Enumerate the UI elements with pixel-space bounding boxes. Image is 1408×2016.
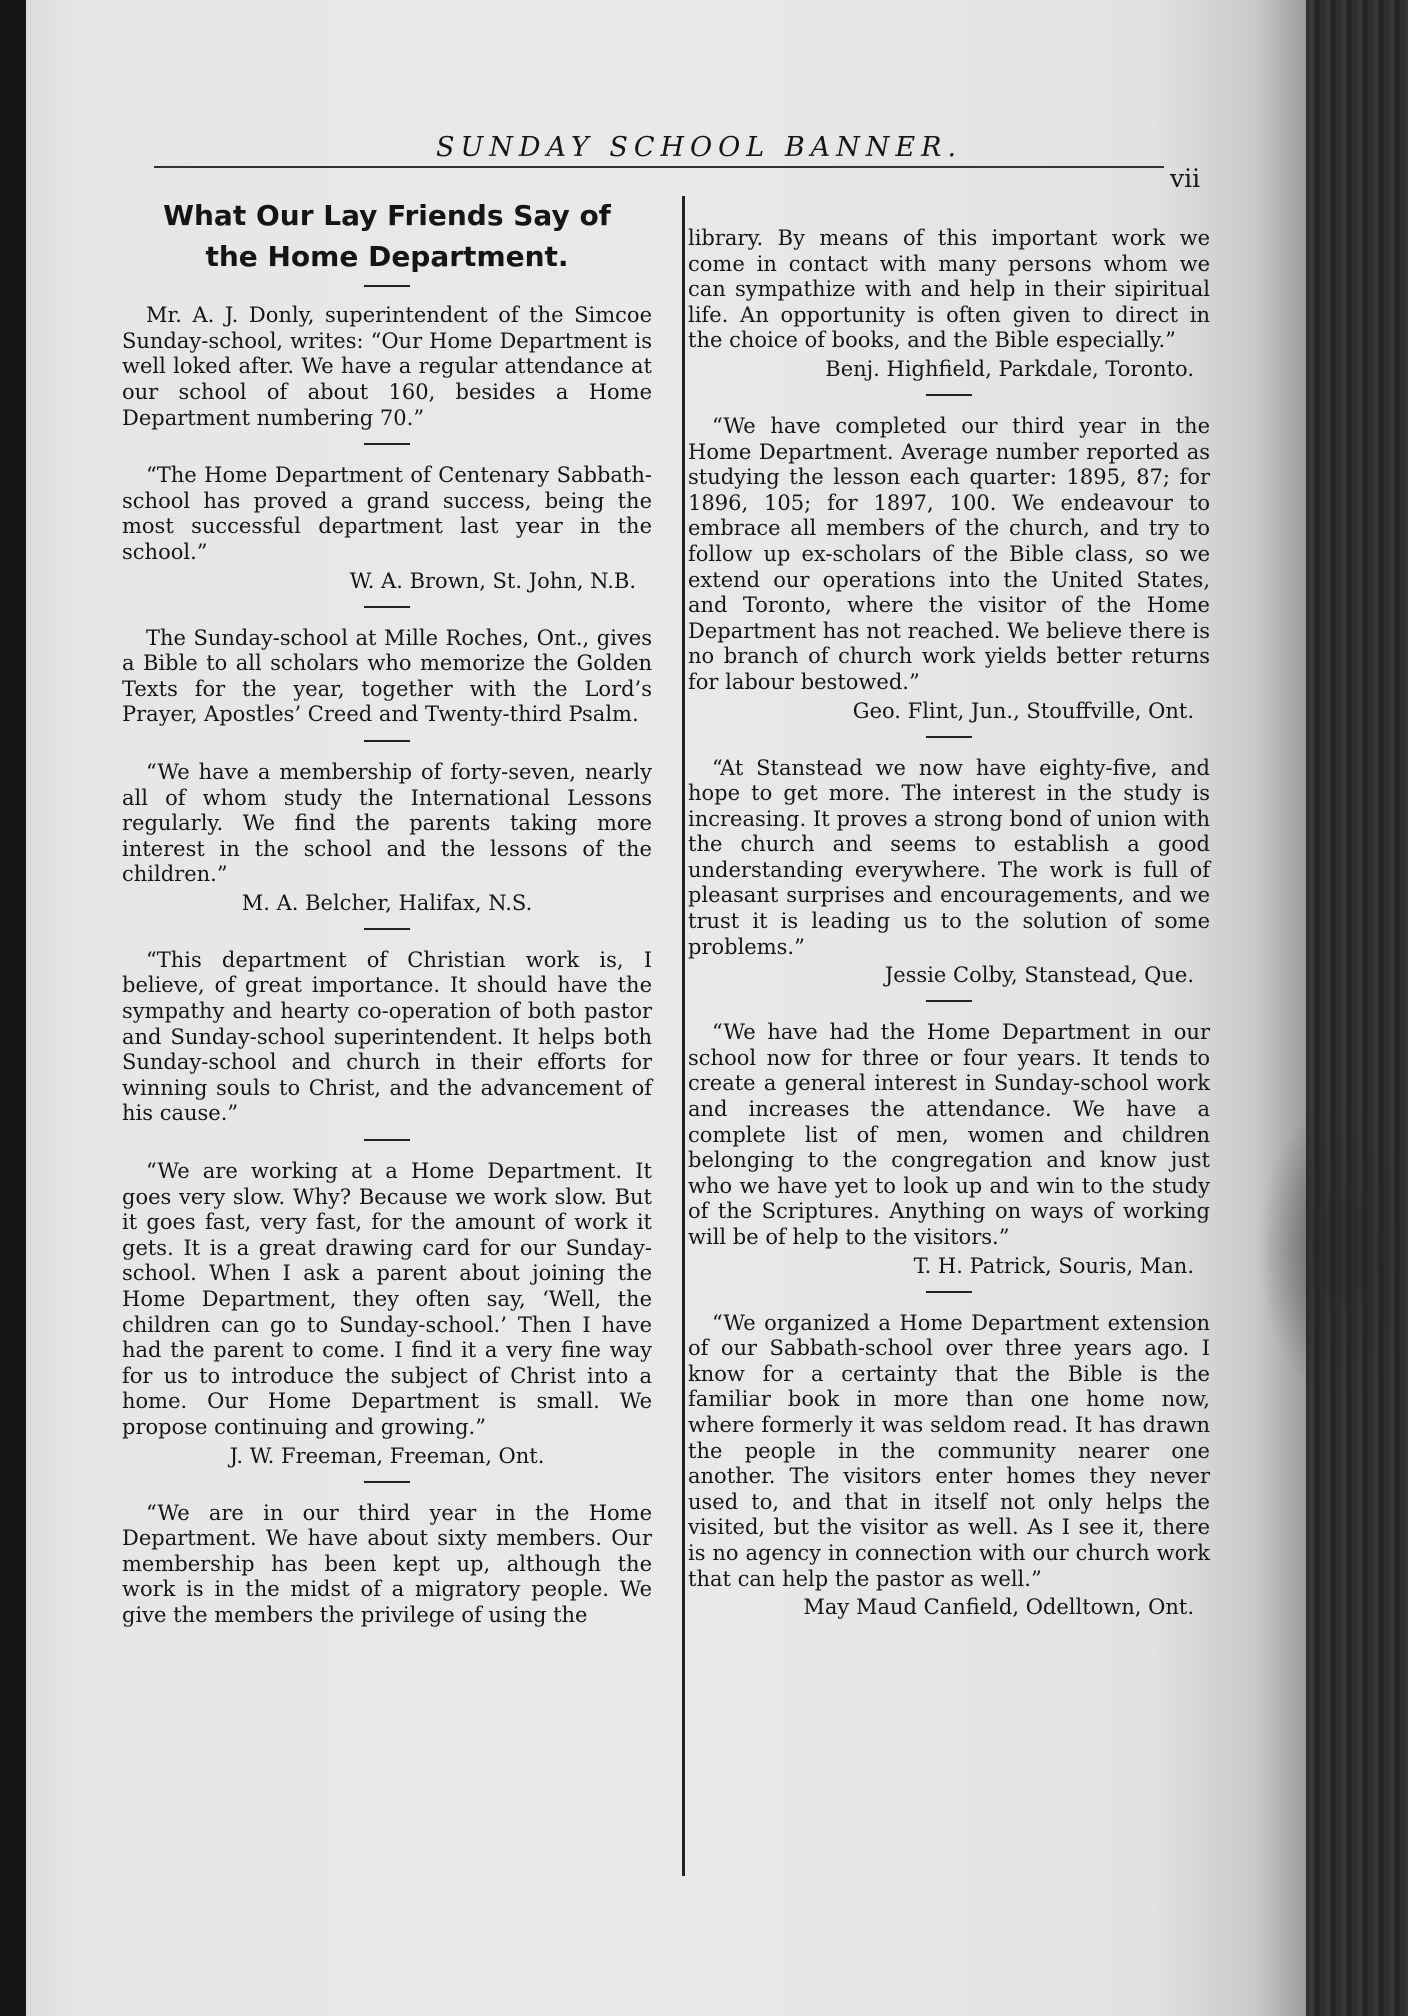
separator-rule	[364, 1481, 410, 1483]
page-number: vii	[1170, 164, 1201, 193]
testimonial-patrick: “We have had the Home Department in our school now for three or four years. It tends to create a general interest in Sunday-school work and increases the attendance. We have a complete list of men, women and children belonging to the congregation and know just who we have yet to look up and win to the study of the Scriptures. Anything on ways of working will be of help to the visitors.”	[688, 1020, 1210, 1249]
signature-brown: W. A. Brown, St. John, N.B.	[349, 568, 636, 593]
magazine-page	[26, 0, 1306, 2016]
signature-freeman: J. W. Freeman, Freeman, Ont.	[229, 1443, 545, 1468]
testimonial-belcher: “We have a membership of forty-seven, nearly all of whom study the International Lessons regularly. We find the parents taking more interest in the school and the lessons of the children.”	[122, 759, 652, 887]
column-divider	[682, 196, 685, 1876]
testimonial-christian-work: “This department of Christian work is, I believe, of great importance. It should have the sympathy and hearty co-operation of both pastor and Sunday-school superintendent. It helps both Sunday-school and church in their efforts for winning souls to Christ, and the advancement of his cause.”	[122, 947, 652, 1126]
note-mille-roches: The Sunday-school at Mille Roches, Ont., gives a Bible to all scholars who memorize the Golden Texts for the year, together with the Lord’s Prayer, Apostles’ Creed and Twenty-third Psalm.	[122, 625, 652, 727]
testimonial-freeman: “We are working at a Home Department. It goes very slow. Why? Because we work slow. But it goes fast, very fast, for the amount of work it gets. It is a great drawing card for our Sunday-school. When I ask a parent about joining the Home Department, they often say, ‘Well, the children can go to Sunday-school.’ Then I have had the parent to come. I find it a very fine way for us to introduce the subject of Christ into a home. Our Home Department is small. We propose continuing and growing.”	[122, 1159, 652, 1439]
signature-highfield: Benj. Highfield, Parkdale, Toronto.	[825, 356, 1194, 381]
article-title-line-1: What Our Lay Friends Say of	[163, 199, 611, 232]
separator-rule	[926, 1000, 972, 1002]
book-binding-edge	[1306, 0, 1408, 2016]
separator-rule	[364, 285, 410, 287]
separator-rule	[364, 1139, 410, 1141]
right-column	[688, 226, 1210, 1620]
testimonial-colby: “At Stanstead we now have eighty-five, and hope to get more. The interest in the study is increasing. It proves a strong bond of union with the church and seems to establish a good understanding everywhere. The work is full of pleasant surprises and encouragements, and we trust it is leading us to the solution of some problems.”	[688, 755, 1210, 959]
testimonial-flint: “We have completed our third year in the Home Department. Average number reported as studying the lesson each quarter: 1895, 87; for 1896, 105; for 1897, 100. We endeavour to embrace all members of the church, and try to follow up ex-scholars of the Bible class, so we extend our operations into the United States, and Toronto, where the visitor of the Home Department has not reached. We believe there is no branch of church work yields better returns for labour bestowed.”	[688, 413, 1210, 694]
separator-rule	[364, 443, 410, 445]
separator-rule	[926, 394, 972, 396]
testimonial-highfield-continued: library. By means of this important work we come in contact with many persons whom we can sympathize with and help in their sipiritual life. An opportunity is often given to direct in the choice of books, and the Bible especially.”	[688, 226, 1210, 353]
separator-rule	[364, 928, 410, 930]
signature-patrick: T. H. Patrick, Souris, Man.	[913, 1253, 1194, 1278]
left-column	[122, 196, 652, 1629]
signature-belcher: M. A. Belcher, Halifax, N.S.	[241, 890, 533, 915]
separator-rule	[926, 736, 972, 738]
article-title-line-2: the Home Department.	[205, 239, 569, 273]
header-rule	[154, 166, 1164, 168]
separator-rule	[364, 606, 410, 608]
signature-flint: Geo. Flint, Jun., Stouffville, Ont.	[852, 698, 1194, 723]
testimonial-highfield-start: “We are in our third year in the Home Department. We have about sixty members. Our membership has been kept up, although the work is in the midst of a migratory people. We give the members the privilege of using the	[122, 1500, 652, 1627]
testimonial-donly: Mr. A. J. Donly, superintendent of the Simcoe Sunday-school, writes: “Our Home Department is well loked after. We have a regular attendance at our school of about 160, besides a Home Department numbering 70.”	[122, 303, 652, 430]
signature-canfield: May Maud Canfield, Odelltown, Ont.	[803, 1595, 1194, 1620]
running-head: SUNDAY SCHOOL BANNER.	[436, 132, 963, 163]
testimonial-brown: “The Home Department of Centenary Sabbath-school has proved a grand success, being the most successful department last year in the school.”	[122, 463, 652, 564]
page-shadow	[1258, 1100, 1398, 1400]
separator-rule	[926, 1291, 972, 1293]
separator-rule	[364, 740, 410, 742]
testimonial-canfield: “We organized a Home Department extension of our Sabbath-school over three years ago. I know for a certainty that the Bible is the familiar book in more than one home now, where formerly it was seldom read. It has drawn the people in the community nearer one another. The visitors enter homes they never used to, and that in itself not only helps the visited, but the visitor as well. As I see it, there is no agency in connection with our church work that can help the pastor as well.”	[688, 1310, 1210, 1591]
scan-border	[0, 0, 26, 2016]
signature-colby: Jessie Colby, Stanstead, Que.	[884, 963, 1194, 988]
